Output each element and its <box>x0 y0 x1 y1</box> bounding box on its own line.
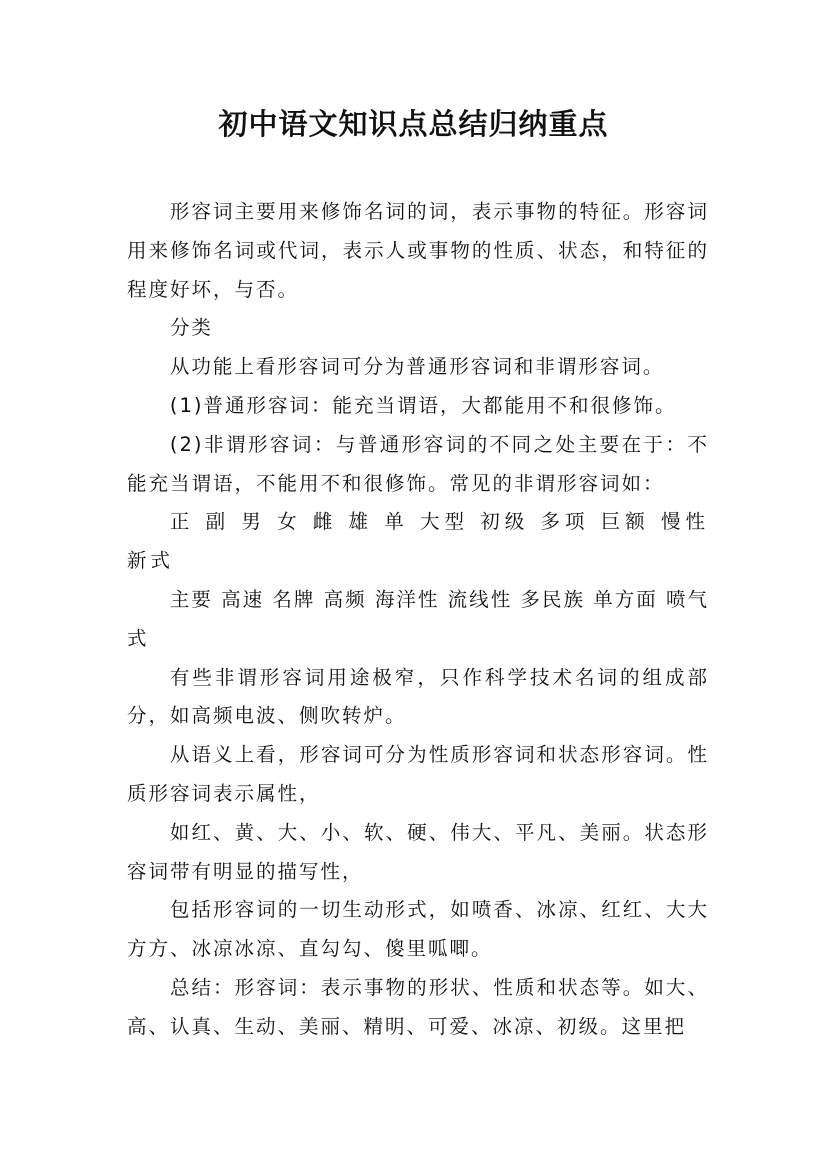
paragraph-summary: 总结：形容词：表示事物的形状、性质和状态等。如大、高、认真、生动、美丽、精明、可爱、冰凉、初级。这里把 <box>127 975 709 1038</box>
paragraph-examples-row-1: 正 副 男 女 雌 雄 单 大型 初级 多项 巨额 慢性 新式 <box>127 510 709 573</box>
paragraph-definition: 形容词主要用来修饰名词的词，表示事物的特征。形容词用来修饰名词或代词，表示人或事物的性质、状态，和特征的程度好坏，与否。 <box>127 200 709 301</box>
document-body <box>127 193 709 1047</box>
document-title: 初中语文知识点总结归纳重点 <box>218 107 609 141</box>
paragraph-non-predicate-adjectives: (2)非谓形容词：与普通形容词的不同之处主要在于：不能充当谓语，不能用不和很修饰。常见的非谓形容词如： <box>127 432 709 495</box>
paragraph-state-examples: 包括形容词的一切生动形式，如喷香、冰凉、红红、大大方方、冰凉冰凉、直勾勾、傻里呱唧。 <box>127 898 709 961</box>
paragraph-semantic-classification: 从语义上看，形容词可分为性质形容词和状态形容词。性质形容词表示属性， <box>127 743 709 805</box>
paragraph-functional-classification: 从功能上看形容词可分为普通形容词和非谓形容词。 <box>169 355 665 379</box>
paragraph-classification-heading: 分类 <box>169 316 213 340</box>
paragraph-property-examples: 如红、黄、大、小、软、硬、伟大、平凡、美丽。状态形容词带有明显的描写性， <box>127 820 709 883</box>
paragraph-examples-row-2: 主要 高速 名牌 高频 海洋性 流线性 多民族 单方面 喷气式 <box>127 587 709 650</box>
paragraph-ordinary-adjectives: (1)普通形容词：能充当谓语，大都能用不和很修饰。 <box>169 393 677 417</box>
paragraph-narrow-usage: 有些非谓形容词用途极窄，只作科学技术名词的组成部分，如高频电波、侧吹转炉。 <box>127 665 709 728</box>
